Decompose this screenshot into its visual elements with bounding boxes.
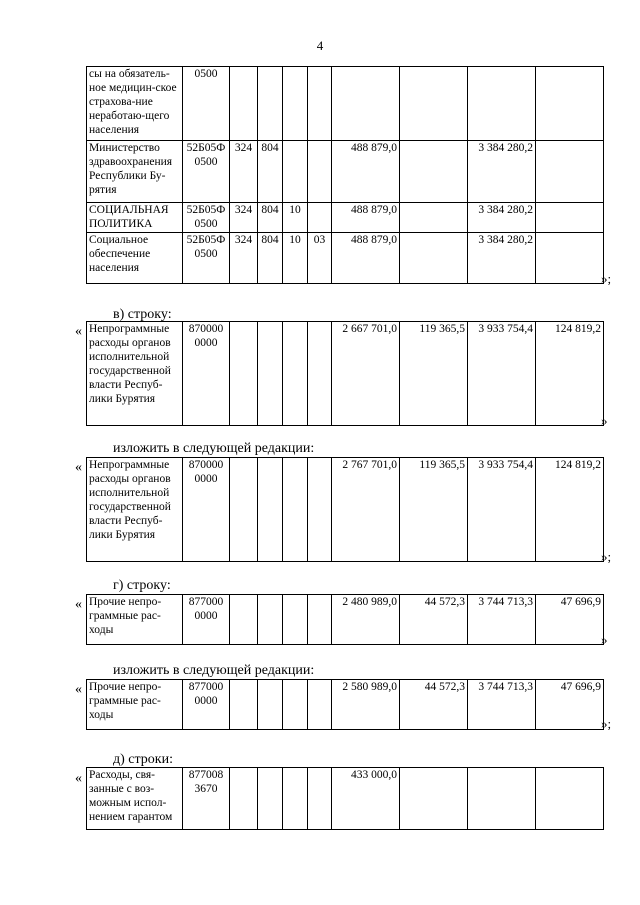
cell-c3 [283, 141, 308, 203]
section-title: д) строки: [113, 752, 173, 767]
cell-c4 [308, 141, 332, 203]
table-row [87, 595, 604, 645]
closing-quote: »; [601, 549, 612, 564]
cell-c1 [230, 768, 258, 830]
table-row [87, 141, 604, 203]
cell-v4 [536, 203, 604, 233]
section-d-table [86, 767, 604, 830]
cell-code: 52Б05Ф 0500 [183, 233, 230, 284]
cell-code: 870000 0000 [183, 322, 230, 426]
cell-name: Прочие непро-граммные рас-ходы [87, 680, 183, 730]
cell-name: сы на обязатель-ное медицин-ское страхова-ние неработаю-щего населения [87, 67, 183, 141]
table-row [87, 203, 604, 233]
table-row [87, 322, 604, 426]
cell-c1: 324 [230, 233, 258, 284]
cell-v1: 2 480 989,0 [332, 595, 400, 645]
cell-c2 [258, 67, 283, 141]
section-g-new-table [86, 679, 604, 730]
closing-quote: » [601, 632, 608, 647]
table-row [87, 680, 604, 730]
cell-v2 [400, 203, 468, 233]
cell-code: 870000 0000 [183, 458, 230, 562]
cell-c3 [283, 67, 308, 141]
cell-c3 [283, 768, 308, 830]
cell-name: Непрограммные расходы органов исполнительной государственной власти Респуб-лики Бурятия [87, 458, 183, 562]
cell-c2: 804 [258, 141, 283, 203]
cell-name: Непрограммные расходы органов исполнительной государственной власти Респуб-лики Бурятия [87, 322, 183, 426]
cell-c4 [308, 458, 332, 562]
opening-quote: « [75, 460, 82, 475]
cell-c2 [258, 680, 283, 730]
cell-v1: 488 879,0 [332, 233, 400, 284]
cell-v4 [536, 768, 604, 830]
opening-quote: « [75, 682, 82, 697]
cell-c1 [230, 458, 258, 562]
cell-c3: 10 [283, 203, 308, 233]
cell-v1: 2 580 989,0 [332, 680, 400, 730]
cell-c1 [230, 595, 258, 645]
section-title: в) строку: [113, 307, 172, 322]
cell-v3 [468, 768, 536, 830]
cell-code: 52Б05Ф 0500 [183, 203, 230, 233]
cell-v4: 47 696,9 [536, 595, 604, 645]
table-row [87, 768, 604, 830]
cell-c4 [308, 680, 332, 730]
cell-c3 [283, 458, 308, 562]
section-g-table [86, 594, 604, 645]
cell-c4 [308, 768, 332, 830]
table-row [87, 233, 604, 284]
cell-c3: 10 [283, 233, 308, 284]
cell-c4 [308, 67, 332, 141]
cell-v2 [400, 141, 468, 203]
section-v-new-table [86, 457, 604, 562]
opening-quote: « [75, 771, 82, 786]
cell-c4: 03 [308, 233, 332, 284]
cell-v4: 124 819,2 [536, 458, 604, 562]
cell-name: Министерство здравоохранения Республики Бу-рятия [87, 141, 183, 203]
section-title: изложить в следующей редакции: [113, 663, 315, 678]
table-row [87, 67, 604, 141]
cell-v2 [400, 768, 468, 830]
cell-c4 [308, 203, 332, 233]
cell-v1: 488 879,0 [332, 141, 400, 203]
cell-c1 [230, 680, 258, 730]
cell-v2: 119 365,5 [400, 322, 468, 426]
cell-c3 [283, 680, 308, 730]
cell-c1 [230, 67, 258, 141]
cell-c2 [258, 322, 283, 426]
cell-name: Прочие непро-граммные рас-ходы [87, 595, 183, 645]
table-row [87, 458, 604, 562]
cell-v3: 3 933 754,4 [468, 458, 536, 562]
cell-c3 [283, 595, 308, 645]
cell-c1: 324 [230, 141, 258, 203]
cell-c4 [308, 595, 332, 645]
cell-v3: 3 384 280,2 [468, 141, 536, 203]
cell-c2: 804 [258, 203, 283, 233]
cell-v4 [536, 233, 604, 284]
cell-v2: 44 572,3 [400, 680, 468, 730]
cell-code: 877000 0000 [183, 595, 230, 645]
cell-v2 [400, 67, 468, 141]
cell-code: 877008 3670 [183, 768, 230, 830]
cell-c1: 324 [230, 203, 258, 233]
section-title: г) строку: [113, 578, 171, 593]
cell-v1: 433 000,0 [332, 768, 400, 830]
cell-v3: 3 933 754,4 [468, 322, 536, 426]
cell-c2: 804 [258, 233, 283, 284]
closing-quote: »; [601, 716, 612, 731]
cell-v1 [332, 67, 400, 141]
cell-c3 [283, 322, 308, 426]
cell-v1: 2 667 701,0 [332, 322, 400, 426]
cell-name: Расходы, свя-занные с воз-можным испол-нением гарантом [87, 768, 183, 830]
cell-v2 [400, 233, 468, 284]
cell-v3: 3 744 713,3 [468, 680, 536, 730]
cell-name: Социальное обеспечение населения [87, 233, 183, 284]
cell-v3 [468, 67, 536, 141]
page-number: 4 [316, 38, 324, 53]
cell-c1 [230, 322, 258, 426]
cell-v1: 2 767 701,0 [332, 458, 400, 562]
section-v-table [86, 321, 604, 426]
top-table [86, 66, 604, 284]
opening-quote: « [75, 324, 82, 339]
cell-v4: 47 696,9 [536, 680, 604, 730]
closing-quote: » [601, 413, 608, 428]
cell-c2 [258, 458, 283, 562]
cell-v4 [536, 67, 604, 141]
cell-v2: 44 572,3 [400, 595, 468, 645]
opening-quote: « [75, 597, 82, 612]
cell-v4: 124 819,2 [536, 322, 604, 426]
cell-code: 52Б05Ф 0500 [183, 141, 230, 203]
cell-v4 [536, 141, 604, 203]
section-title: изложить в следующей редакции: [113, 441, 315, 456]
cell-c2 [258, 768, 283, 830]
cell-v3: 3 384 280,2 [468, 233, 536, 284]
cell-c4 [308, 322, 332, 426]
closing-quote: »; [601, 271, 612, 286]
cell-v1: 488 879,0 [332, 203, 400, 233]
cell-v2: 119 365,5 [400, 458, 468, 562]
cell-v3: 3 384 280,2 [468, 203, 536, 233]
cell-code: 877000 0000 [183, 680, 230, 730]
cell-c2 [258, 595, 283, 645]
cell-code: 0500 [183, 67, 230, 141]
cell-name: СОЦИАЛЬНАЯ ПОЛИТИКА [87, 203, 183, 233]
cell-v3: 3 744 713,3 [468, 595, 536, 645]
